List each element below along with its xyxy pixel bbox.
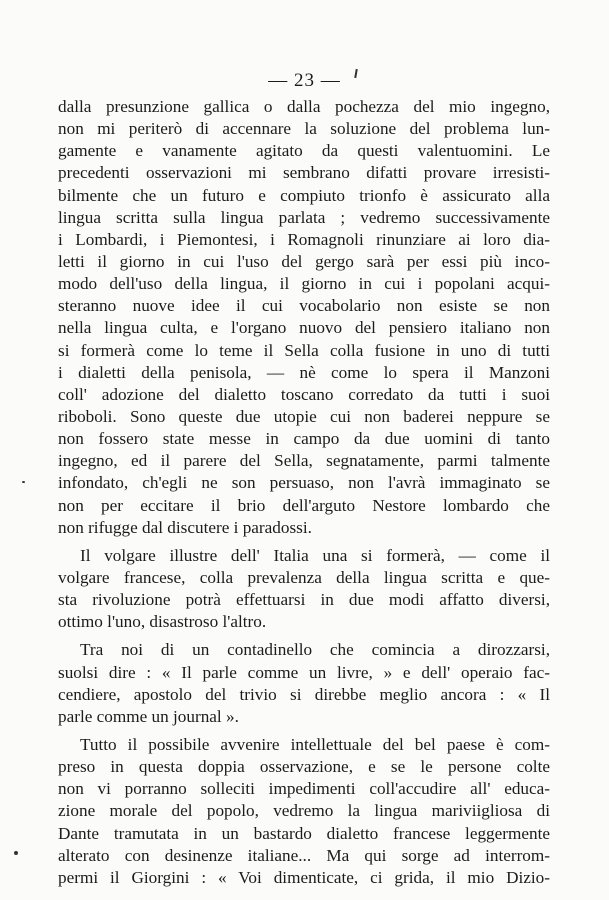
scan-speck bbox=[22, 481, 25, 483]
text-line: cendiere, apostolo del trivio si direbbe meglio ancora : « Il bbox=[58, 684, 550, 704]
text-line: parle comme un journal ». bbox=[58, 706, 239, 726]
text-line: coll' adozione del dialetto toscano corredato da tutti i suoi bbox=[58, 384, 550, 404]
text-line: ingegno, ed il parere del Sella, segnatamente, parmi talmente bbox=[58, 451, 550, 471]
text-line: non vi porranno solleciti impedimenti coll'accudire all' educa- bbox=[58, 779, 550, 799]
text-line: i dialetti della penisola, — nè come lo spera il Manzoni bbox=[58, 362, 550, 382]
text-line: Il volgare illustre dell' Italia una si formerà, — come il bbox=[80, 545, 550, 565]
text-line: Dante tramutata in un bastardo dialetto francese leggermente bbox=[58, 823, 550, 843]
text-line: volgare francese, colla prevalenza della lingua scritta e que- bbox=[58, 567, 550, 587]
text-line: precedenti osservazioni mi sembrano difatti provare irresisti- bbox=[58, 163, 550, 183]
text-line: non per eccitare il brio dell'arguto Nestore lombardo che bbox=[58, 495, 550, 515]
text-line: permi il Giorgini : « Voi dimenticate, ci grida, il mio Dizio- bbox=[58, 867, 550, 887]
text-line: si formerà come lo teme il Sella colla fusione in uno di tutti bbox=[58, 340, 550, 360]
text-line: bilmente che un futuro e compiuto trionfo è assicurato alla bbox=[58, 185, 550, 205]
text-line: non fossero state messe in campo da due uomini di tanto bbox=[58, 429, 550, 449]
text-line: Tra noi di un contadinello che comincia a dirozzarsi, bbox=[80, 640, 550, 660]
text-line: lingua scritta sulla lingua parlata ; vedremo successivamente bbox=[58, 207, 550, 227]
text-line: sta rivoluzione potrà effettuarsi in due modi affatto diversi, bbox=[58, 590, 550, 610]
scan-speck bbox=[14, 851, 18, 855]
text-line: preso in questa doppia osservazione, e se le persone colte bbox=[58, 757, 550, 777]
text-line: zione morale del popolo, vedremo la lingua mariviigliosa di bbox=[58, 801, 550, 821]
text-line: modo dell'uso della lingua, il giorno in cui i popolani acqui- bbox=[58, 274, 550, 294]
text-line: gamente e vanamente agitato da questi valentuomini. Le bbox=[58, 141, 550, 161]
text-line: non mi periterò di accennare la soluzione del problema lun- bbox=[58, 119, 550, 139]
body-text bbox=[58, 96, 550, 889]
paragraph-4 bbox=[58, 734, 550, 889]
text-line: nella lingua culta, e l'organo nuovo del pensiero italiano non bbox=[58, 318, 550, 338]
paragraph-1 bbox=[58, 96, 550, 539]
paragraph-3 bbox=[58, 639, 550, 728]
page-number: — 23 — bbox=[268, 70, 341, 91]
text-line: Tutto il possibile avvenire intellettuale del bel paese è com- bbox=[80, 734, 550, 754]
text-line: alterato con desinenze italiane... Ma qui sorge ad interrom- bbox=[58, 845, 550, 865]
text-line: letti il giorno in cui l'uso del gergo sarà per essi più inco- bbox=[58, 251, 550, 271]
text-line: riboboli. Sono queste due utopie cui non baderei neppure se bbox=[58, 406, 550, 426]
text-line: i Lombardi, i Piemontesi, i Romagnoli rinunziare ai loro dia- bbox=[58, 229, 550, 249]
paragraph-2 bbox=[58, 545, 550, 634]
text-line: infondato, ch'egli ne son persuaso, non l'avrà immaginato se bbox=[58, 473, 550, 493]
text-line: suolsi dire : « Il parle comme un livre, » e dell' operaio fac- bbox=[58, 662, 550, 682]
text-line: steranno nuove idee il cui vocabolario non esiste se non bbox=[58, 296, 550, 316]
text-line: non rifugge dal discutere i paradossi. bbox=[58, 517, 312, 537]
text-line: ottimo l'uno, disastroso l'altro. bbox=[58, 612, 267, 632]
text-line: dalla presunzione gallica o dalla pochezza del mio ingegno, bbox=[58, 97, 550, 116]
